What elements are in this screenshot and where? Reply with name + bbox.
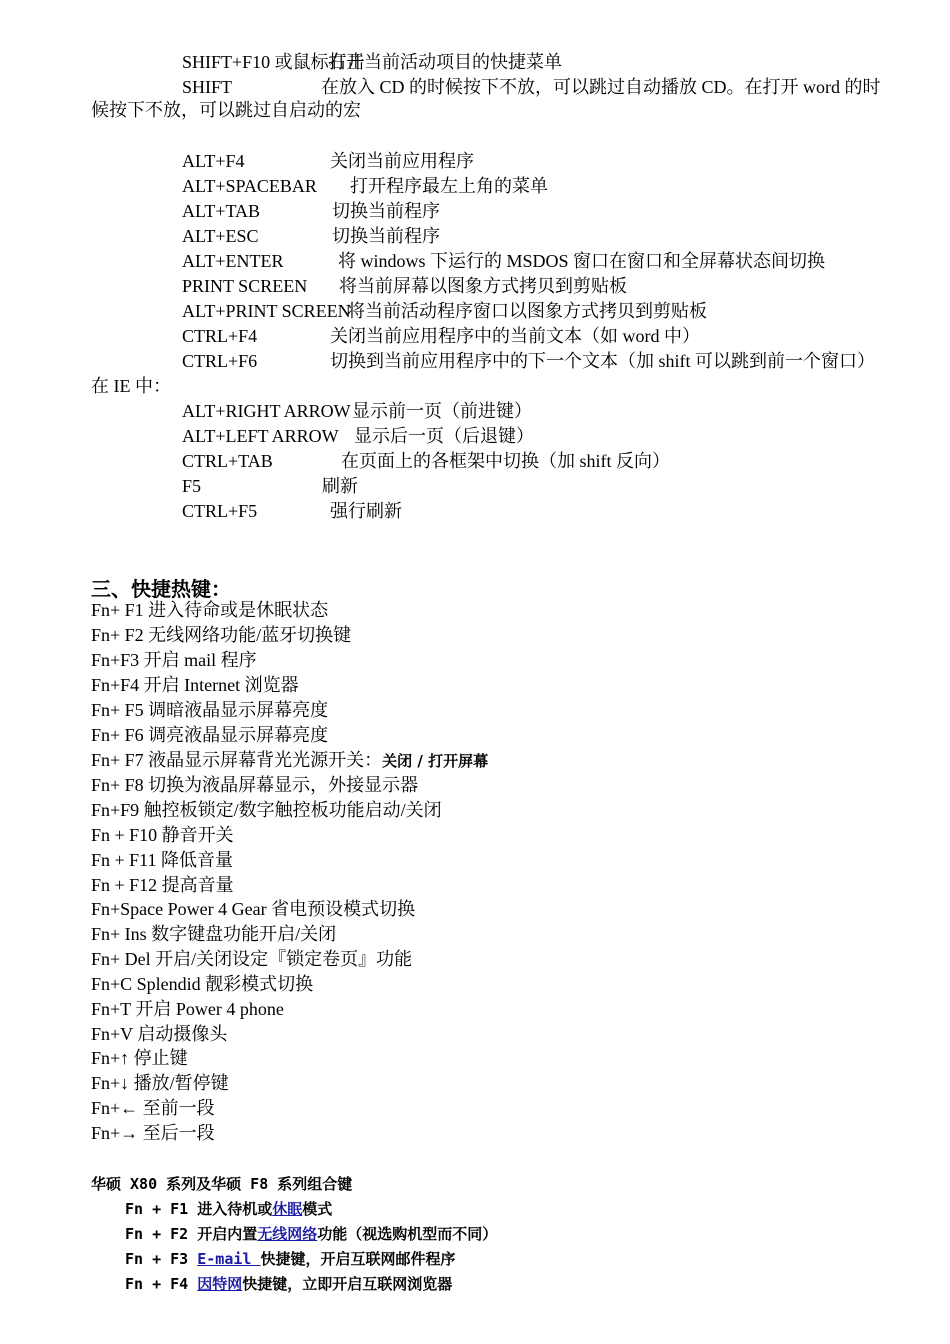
fn-key-item: Fn + F11 降低音量 — [91, 850, 234, 870]
fn-key-item: Fn+F4 开启 Internet 浏览器 — [91, 675, 299, 695]
shortcut-key: CTRL+TAB — [182, 451, 273, 471]
shortcut-desc: 关闭当前应用程序 — [330, 151, 474, 171]
email-link[interactable]: E-mail — [197, 1250, 261, 1268]
fn-key-item: Fn+← 至前一段 — [91, 1098, 215, 1118]
fn-key-item: Fn+Space Power 4 Gear 省电预设模式切换 — [91, 899, 416, 919]
asus-key-row — [125, 1248, 455, 1269]
fn-key-item: Fn+→ 至后一段 — [91, 1123, 215, 1143]
shortcut-desc: 切换当前程序 — [332, 201, 440, 221]
shortcut-desc-continuation: 候按下不放，可以跳过自启动的宏 — [91, 100, 361, 120]
hibernate-link[interactable]: 休眠 — [272, 1200, 303, 1218]
fn-key-item: Fn+F3 开启 mail 程序 — [91, 650, 257, 670]
shortcut-key: ALT+ESC — [182, 226, 259, 246]
shortcut-desc: 显示后一页（后退键） — [354, 426, 534, 446]
ie-heading: 在 IE 中： — [91, 376, 171, 396]
fn-key-item: Fn+ F1 进入待命或是休眠状态 — [91, 600, 329, 620]
shortcut-key: SHIFT — [182, 77, 233, 97]
shortcut-desc: 刷新 — [322, 476, 358, 496]
asus-key-text: 快捷键，立即开启互联网浏览器 — [242, 1275, 453, 1293]
asus-key: Fn + F3 — [125, 1250, 198, 1268]
asus-key-text: 进入待机或 — [197, 1200, 273, 1218]
shortcut-desc: 切换到当前应用程序中的下一个文本（加 shift 可以跳到前一个窗口） — [330, 351, 875, 371]
asus-key: Fn + F4 — [125, 1275, 198, 1293]
fn-key-item: Fn+ Ins 数字键盘功能开启/关闭 — [91, 924, 337, 944]
shortcut-key: F5 — [182, 476, 202, 496]
shortcut-key: ALT+RIGHT ARROW — [182, 401, 351, 421]
shortcut-key: ALT+SPACEBAR — [182, 176, 317, 196]
shortcut-key: ALT+F4 — [182, 151, 245, 171]
asus-key-text: 模式 — [302, 1200, 333, 1218]
asus-key: Fn + F1 — [125, 1200, 198, 1218]
fn-key-item: Fn+↓ 播放/暂停键 — [91, 1073, 229, 1093]
shortcut-desc: 打开程序最左上角的菜单 — [350, 176, 548, 196]
shortcut-key: SHIFT+F10 或鼠标右击 — [182, 52, 365, 72]
fn-key-item: Fn + F12 提高音量 — [91, 875, 234, 895]
shortcut-desc: 将当前屏幕以图象方式拷贝到剪贴板 — [339, 276, 627, 296]
shortcut-key: CTRL+F5 — [182, 501, 258, 521]
asus-key-row — [125, 1198, 332, 1219]
shortcut-desc: 将 windows 下运行的 MSDOS 窗口在窗口和全屏幕状态间切换 — [338, 251, 826, 271]
shortcut-key: ALT+ENTER — [182, 251, 284, 271]
fn-key-item: Fn+ F8 切换为液晶屏幕显示，外接显示器 — [91, 775, 419, 795]
shortcut-key: PRINT SCREEN — [182, 276, 308, 296]
shortcut-key: ALT+PRINT SCREEN — [182, 301, 351, 321]
fn-key-item: Fn+ Del 开启/关闭设定『锁定卷页』功能 — [91, 949, 413, 969]
fn-key-text: Fn+ F7 液晶显示屏幕背光光源开关： — [91, 750, 383, 770]
asus-key-row — [125, 1273, 452, 1294]
wireless-network-link[interactable]: 无线网络 — [257, 1225, 318, 1243]
asus-key-text: 功能（视选购机型而不同） — [317, 1225, 498, 1243]
fn-key-item: Fn+V 启动摄像头 — [91, 1024, 228, 1044]
section-heading: 三、快捷热键： — [91, 577, 231, 601]
shortcut-desc: 在页面上的各框架中切换（加 shift 反向） — [341, 451, 670, 471]
fn-key-bold-text: 关闭 / 打开屏幕 — [382, 752, 489, 770]
asus-key-row — [125, 1223, 497, 1244]
fn-key-item: Fn+F9 触控板锁定/数字触控板功能启动/关闭 — [91, 800, 442, 820]
asus-key-text: 快捷键，开启互联网邮件程序 — [260, 1250, 456, 1268]
shortcut-desc: 强行刷新 — [330, 501, 402, 521]
asus-section-title: 华硕 X80 系列及华硕 F8 系列组合键 — [91, 1175, 353, 1193]
fn-key-item — [91, 749, 488, 772]
fn-key-item: Fn+ F6 调亮液晶显示屏幕亮度 — [91, 725, 329, 745]
shortcut-key: ALT+LEFT ARROW — [182, 426, 339, 446]
shortcut-desc: 在放入 CD 的时候按下不放，可以跳过自动播放 CD。在打开 word 的时 — [321, 77, 881, 97]
shortcut-key: CTRL+F4 — [182, 326, 258, 346]
shortcut-key: ALT+TAB — [182, 201, 261, 221]
asus-key-text: 开启内置 — [197, 1225, 258, 1243]
shortcut-key: CTRL+F6 — [182, 351, 258, 371]
asus-key: Fn + F2 — [125, 1225, 198, 1243]
fn-key-item: Fn+↑ 停止键 — [91, 1048, 188, 1068]
shortcut-desc: 关闭当前应用程序中的当前文本（如 word 中） — [330, 326, 700, 346]
internet-link[interactable]: 因特网 — [197, 1275, 243, 1293]
shortcut-desc: 显示前一页（前进键） — [352, 401, 532, 421]
fn-key-item: Fn+C Splendid 靓彩模式切换 — [91, 974, 314, 994]
shortcut-desc: 打开当前活动项目的快捷菜单 — [328, 52, 562, 72]
shortcut-desc: 将当前活动程序窗口以图象方式拷贝到剪贴板 — [347, 301, 707, 321]
fn-key-item: Fn + F10 静音开关 — [91, 825, 234, 845]
fn-key-item: Fn+ F2 无线网络功能/蓝牙切换键 — [91, 625, 352, 645]
shortcut-desc: 切换当前程序 — [332, 226, 440, 246]
fn-key-item: Fn+T 开启 Power 4 phone — [91, 999, 284, 1019]
fn-key-item: Fn+ F5 调暗液晶显示屏幕亮度 — [91, 700, 329, 720]
